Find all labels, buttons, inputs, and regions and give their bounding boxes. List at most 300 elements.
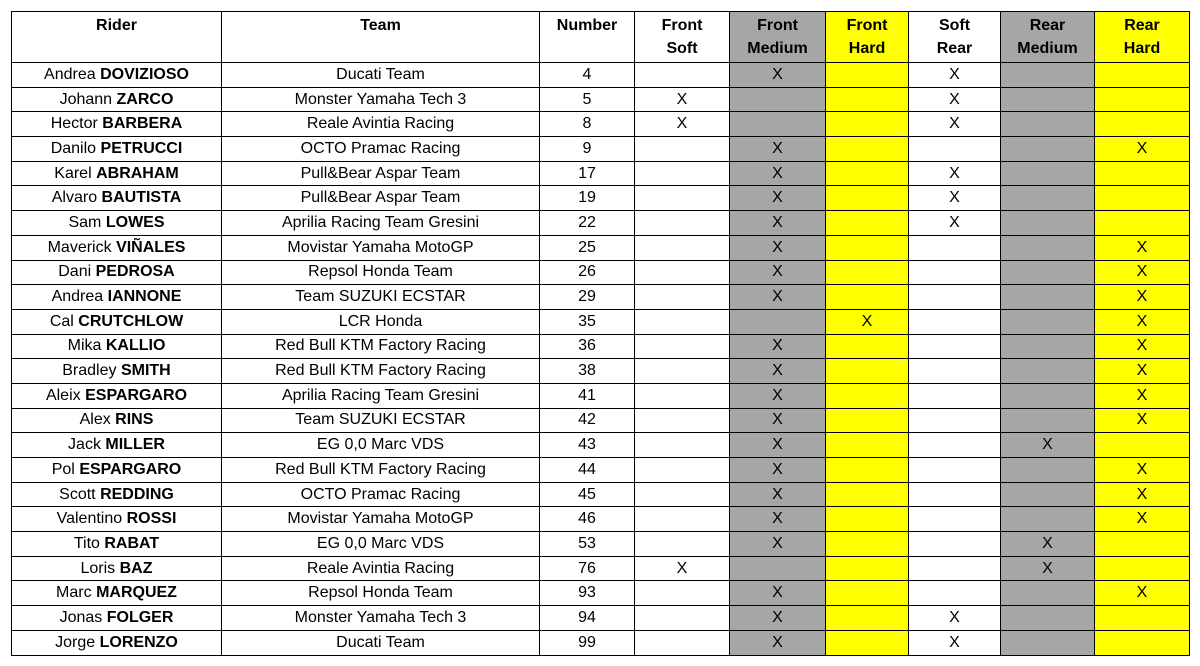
front-hard-cell [826,507,909,532]
number-cell: 17 [540,161,635,186]
tyre-mark: X [1136,238,1148,256]
rider-surname: LORENZO [99,633,178,651]
tyre-mark: X [772,584,783,602]
rear-hard-cell [1095,482,1190,507]
front-soft-cell [635,137,730,162]
rear-medium-cell [1001,433,1095,458]
tyre-mark: X [772,362,783,380]
rider-surname: FOLGER [106,608,174,626]
rear-medium-cell [1001,482,1095,507]
front-medium-cell [730,211,826,236]
soft-rear-cell [909,137,1001,162]
front-hard-cell [826,285,909,310]
rider-cell [12,408,222,433]
front-hard-cell [826,112,909,137]
tyre-mark: X [1136,411,1148,429]
rear-medium-cell [1001,507,1095,532]
front-soft-cell [635,285,730,310]
rider-first-name: Alvaro [51,189,98,207]
number-cell: 29 [540,285,635,310]
front-soft-cell [635,630,730,655]
tyre-mark: X [1136,263,1148,281]
rear-hard-cell [1095,87,1190,112]
rider-surname: BARBERA [102,115,183,133]
rider-first-name: Jonas [59,608,103,626]
rear-medium-cell [1001,532,1095,557]
tyre-mark: X [772,534,783,552]
team-cell: Team SUZUKI ECSTAR [222,285,540,310]
tyre-mark: X [949,164,960,182]
tyre-mark: X [949,633,960,651]
rider-first-name: Mika [67,337,102,355]
rear-medium-cell [1001,63,1095,88]
rider-cell [12,433,222,458]
front-soft-cell [635,63,730,88]
number-cell: 25 [540,235,635,260]
front-medium-cell [730,433,826,458]
header-label-line: Soft [666,40,698,57]
rear-medium-cell [1001,285,1095,310]
table-row [12,433,1190,458]
number-cell: 9 [540,137,635,162]
rear-medium-cell [1001,334,1095,359]
table-row [12,359,1190,384]
front-soft-cell [635,433,730,458]
header-label-line: Rider [96,17,137,34]
table-row [12,260,1190,285]
rider-cell [12,112,222,137]
team-cell: Movistar Yamaha MotoGP [222,507,540,532]
tyre-mark: X [772,213,783,231]
soft-rear-cell [909,630,1001,655]
front-soft-cell [635,186,730,211]
soft-rear-cell [909,581,1001,606]
tyre-mark: X [772,608,783,626]
front-hard-cell [826,383,909,408]
soft-rear-cell [909,433,1001,458]
header-label-line: Number [556,17,618,34]
table-row [12,630,1190,655]
rear-medium-cell [1001,383,1095,408]
table-row [12,87,1190,112]
header-label-line: Team [360,17,401,34]
tyre-mark: X [772,485,783,503]
rider-first-name: Loris [80,559,116,577]
header-team [222,12,540,63]
front-soft-cell [635,606,730,631]
rear-hard-cell [1095,507,1190,532]
rider-first-name: Sam [68,213,102,231]
tyre-mark: X [949,65,960,83]
tyre-mark: X [1042,534,1053,552]
team-cell: EG 0,0 Marc VDS [222,532,540,557]
rider-surname: MILLER [105,436,165,454]
number-cell: 38 [540,359,635,384]
rider-surname: PETRUCCI [100,139,183,157]
tyre-mark: X [1136,485,1148,503]
team-cell: Monster Yamaha Tech 3 [222,606,540,631]
rider-cell [12,630,222,655]
front-medium-cell [730,482,826,507]
tyre-mark: X [1136,288,1148,306]
team-cell: LCR Honda [222,309,540,334]
front-hard-cell [826,235,909,260]
rider-cell [12,87,222,112]
rear-medium-cell [1001,186,1095,211]
tyre-mark: X [1136,386,1148,404]
number-cell: 5 [540,87,635,112]
header-label-line: Rear [1124,17,1160,34]
soft-rear-cell [909,211,1001,236]
soft-rear-cell [909,408,1001,433]
rider-surname: SMITH [120,362,171,380]
rider-first-name: Pol [51,460,75,478]
rider-surname: REDDING [100,485,174,503]
number-cell: 26 [540,260,635,285]
rear-medium-cell [1001,458,1095,483]
table-row [12,458,1190,483]
rider-first-name: Valentino [56,510,123,528]
tyre-mark: X [1136,584,1148,602]
tyre-mark: X [772,337,783,355]
soft-rear-cell [909,63,1001,88]
rear-hard-cell [1095,606,1190,631]
header-label-line: Medium [747,40,808,57]
rider-surname: MARQUEZ [96,584,177,602]
soft-rear-cell [909,507,1001,532]
rider-first-name: Jorge [55,633,96,651]
soft-rear-cell [909,556,1001,581]
front-hard-cell [826,63,909,88]
header-rider [12,12,222,63]
header-label-line: Front [846,17,888,34]
table-row [12,309,1190,334]
tyre-mark: X [1136,337,1148,355]
tyre-mark: X [1136,139,1148,157]
front-hard-cell [826,606,909,631]
front-hard-cell [826,137,909,162]
front-soft-cell [635,235,730,260]
soft-rear-cell [909,334,1001,359]
header-rear-medium [1001,12,1095,63]
team-cell: Aprilia Racing Team Gresini [222,211,540,236]
tyre-mark: X [1136,362,1148,380]
number-cell: 45 [540,482,635,507]
rider-first-name: Jack [68,436,101,454]
team-cell: Red Bull KTM Factory Racing [222,359,540,384]
front-soft-cell [635,260,730,285]
number-cell: 4 [540,63,635,88]
soft-rear-cell [909,532,1001,557]
front-medium-cell [730,112,826,137]
front-hard-cell [826,87,909,112]
tyre-mark: X [949,115,960,133]
front-medium-cell [730,606,826,631]
header-label-line: Hard [848,40,886,57]
tyre-mark: X [1136,312,1148,330]
team-cell: Ducati Team [222,63,540,88]
soft-rear-cell [909,482,1001,507]
rider-cell [12,137,222,162]
rider-cell [12,532,222,557]
rider-first-name: Cal [49,312,74,330]
number-cell: 93 [540,581,635,606]
rider-cell [12,186,222,211]
front-soft-cell [635,87,730,112]
tyre-mark: X [1136,460,1148,478]
tyre-mark: X [772,238,783,256]
number-cell: 99 [540,630,635,655]
front-medium-cell [730,260,826,285]
number-cell: 43 [540,433,635,458]
front-medium-cell [730,309,826,334]
tyre-allocation-table [11,11,1190,656]
team-cell: Aprilia Racing Team Gresini [222,383,540,408]
rider-cell [12,309,222,334]
front-hard-cell [826,630,909,655]
number-cell: 76 [540,556,635,581]
front-hard-cell [826,186,909,211]
rider-cell [12,63,222,88]
rider-cell [12,211,222,236]
soft-rear-cell [909,606,1001,631]
team-cell: Red Bull KTM Factory Racing [222,334,540,359]
rider-surname: RINS [115,411,154,429]
front-medium-cell [730,63,826,88]
rear-medium-cell [1001,408,1095,433]
rider-surname: IANNONE [107,288,182,306]
tyre-mark: X [772,386,783,404]
rear-hard-cell [1095,63,1190,88]
front-medium-cell [730,556,826,581]
rear-hard-cell [1095,581,1190,606]
front-hard-cell [826,161,909,186]
tyre-mark: X [949,189,960,207]
front-hard-cell [826,433,909,458]
rider-surname: BAZ [119,559,153,577]
front-hard-cell [826,359,909,384]
team-cell: OCTO Pramac Racing [222,482,540,507]
rear-medium-cell [1001,211,1095,236]
front-hard-cell [826,458,909,483]
rear-medium-cell [1001,359,1095,384]
rider-surname: BAUTISTA [101,189,182,207]
header-row [12,12,1190,63]
rear-hard-cell [1095,285,1190,310]
number-cell: 46 [540,507,635,532]
rider-surname: RABAT [104,534,160,552]
front-soft-cell [635,458,730,483]
tyre-mark: X [949,608,960,626]
rear-medium-cell [1001,87,1095,112]
tyre-mark: X [676,559,688,577]
tyre-mark: X [949,90,960,108]
rear-medium-cell [1001,161,1095,186]
front-medium-cell [730,235,826,260]
rider-surname: VIÑALES [116,238,186,256]
tyre-mark: X [772,65,783,83]
tyre-mark: X [772,633,783,651]
rider-cell [12,235,222,260]
rider-first-name: Dani [58,263,92,281]
rear-medium-cell [1001,235,1095,260]
team-cell: EG 0,0 Marc VDS [222,433,540,458]
team-cell: Team SUZUKI ECSTAR [222,408,540,433]
rear-medium-cell [1001,581,1095,606]
table-row [12,285,1190,310]
rear-medium-cell [1001,112,1095,137]
header-front-soft [635,12,730,63]
rider-cell [12,606,222,631]
soft-rear-cell [909,458,1001,483]
table-row [12,112,1190,137]
rider-first-name: Alex [79,411,111,429]
rider-surname: CRUTCHLOW [78,312,184,330]
rider-surname: ESPARGARO [79,460,182,478]
header-label-line: Rear [936,40,973,57]
front-medium-cell [730,630,826,655]
rider-cell [12,161,222,186]
rider-surname: ZARCO [116,90,174,108]
rear-hard-cell [1095,408,1190,433]
team-cell: Ducati Team [222,630,540,655]
header-rear-hard [1095,12,1190,63]
tyre-mark: X [676,115,688,133]
rider-cell [12,359,222,384]
soft-rear-cell [909,161,1001,186]
front-medium-cell [730,334,826,359]
front-soft-cell [635,112,730,137]
table-row [12,161,1190,186]
rear-hard-cell [1095,186,1190,211]
front-hard-cell [826,211,909,236]
front-soft-cell [635,532,730,557]
tyre-mark: X [772,510,783,528]
front-soft-cell [635,211,730,236]
rear-medium-cell [1001,137,1095,162]
tyre-mark: X [772,411,783,429]
table-row [12,383,1190,408]
header-label-line: Soft [938,17,971,34]
table-row [12,235,1190,260]
rear-medium-cell [1001,556,1095,581]
team-cell: Repsol Honda Team [222,581,540,606]
table-row [12,211,1190,236]
front-soft-cell [635,334,730,359]
tyre-mark: X [1136,510,1148,528]
rider-surname: ABRAHAM [96,164,179,182]
team-cell: Pull&Bear Aspar Team [222,161,540,186]
tyre-mark: X [772,288,783,306]
front-medium-cell [730,581,826,606]
header-front-hard [826,12,909,63]
front-soft-cell [635,556,730,581]
rear-hard-cell [1095,532,1190,557]
rider-surname: PEDROSA [95,263,175,281]
tyre-mark: X [772,263,783,281]
number-cell: 94 [540,606,635,631]
rear-hard-cell [1095,211,1190,236]
front-hard-cell [826,260,909,285]
rider-first-name: Marc [56,584,92,602]
team-cell: Reale Avintia Racing [222,556,540,581]
front-hard-cell [826,556,909,581]
table-row [12,606,1190,631]
front-medium-cell [730,87,826,112]
rider-cell [12,507,222,532]
rider-first-name: Scott [59,485,96,503]
header-label-line: Rear [1029,17,1066,34]
table-row [12,186,1190,211]
front-hard-cell [826,482,909,507]
rear-hard-cell [1095,433,1190,458]
tyre-mark: X [772,189,783,207]
rider-first-name: Karel [54,164,92,182]
rider-rows [12,63,1190,656]
front-soft-cell [635,408,730,433]
soft-rear-cell [909,309,1001,334]
table-row [12,532,1190,557]
number-cell: 8 [540,112,635,137]
header-soft-rear [909,12,1001,63]
rider-first-name: Johann [59,90,113,108]
number-cell: 19 [540,186,635,211]
header-front-medium [730,12,826,63]
header-label-line: Front [661,17,703,34]
rider-cell [12,383,222,408]
rider-cell [12,556,222,581]
rider-surname: KALLIO [105,337,166,355]
number-cell: 44 [540,458,635,483]
rear-hard-cell [1095,334,1190,359]
number-cell: 22 [540,211,635,236]
team-cell: Pull&Bear Aspar Team [222,186,540,211]
rider-surname: ESPARGARO [85,386,188,404]
rider-first-name: Andrea [51,288,104,306]
rear-medium-cell [1001,309,1095,334]
front-soft-cell [635,309,730,334]
rider-cell [12,285,222,310]
soft-rear-cell [909,359,1001,384]
table-row [12,334,1190,359]
rear-hard-cell [1095,137,1190,162]
team-cell: Reale Avintia Racing [222,112,540,137]
rider-cell [12,260,222,285]
tyre-mark: X [772,164,783,182]
number-cell: 41 [540,383,635,408]
front-medium-cell [730,186,826,211]
tyre-mark: X [772,460,783,478]
front-medium-cell [730,383,826,408]
rider-first-name: Maverick [47,238,112,256]
team-cell: Monster Yamaha Tech 3 [222,87,540,112]
front-medium-cell [730,161,826,186]
rear-hard-cell [1095,383,1190,408]
tyre-mark: X [1042,436,1053,454]
front-soft-cell [635,507,730,532]
soft-rear-cell [909,87,1001,112]
soft-rear-cell [909,186,1001,211]
rear-hard-cell [1095,309,1190,334]
front-soft-cell [635,581,730,606]
team-cell: Repsol Honda Team [222,260,540,285]
rider-cell [12,458,222,483]
rider-first-name: Aleix [45,386,81,404]
rear-hard-cell [1095,556,1190,581]
rider-first-name: Hector [50,115,98,133]
number-cell: 42 [540,408,635,433]
rear-hard-cell [1095,359,1190,384]
